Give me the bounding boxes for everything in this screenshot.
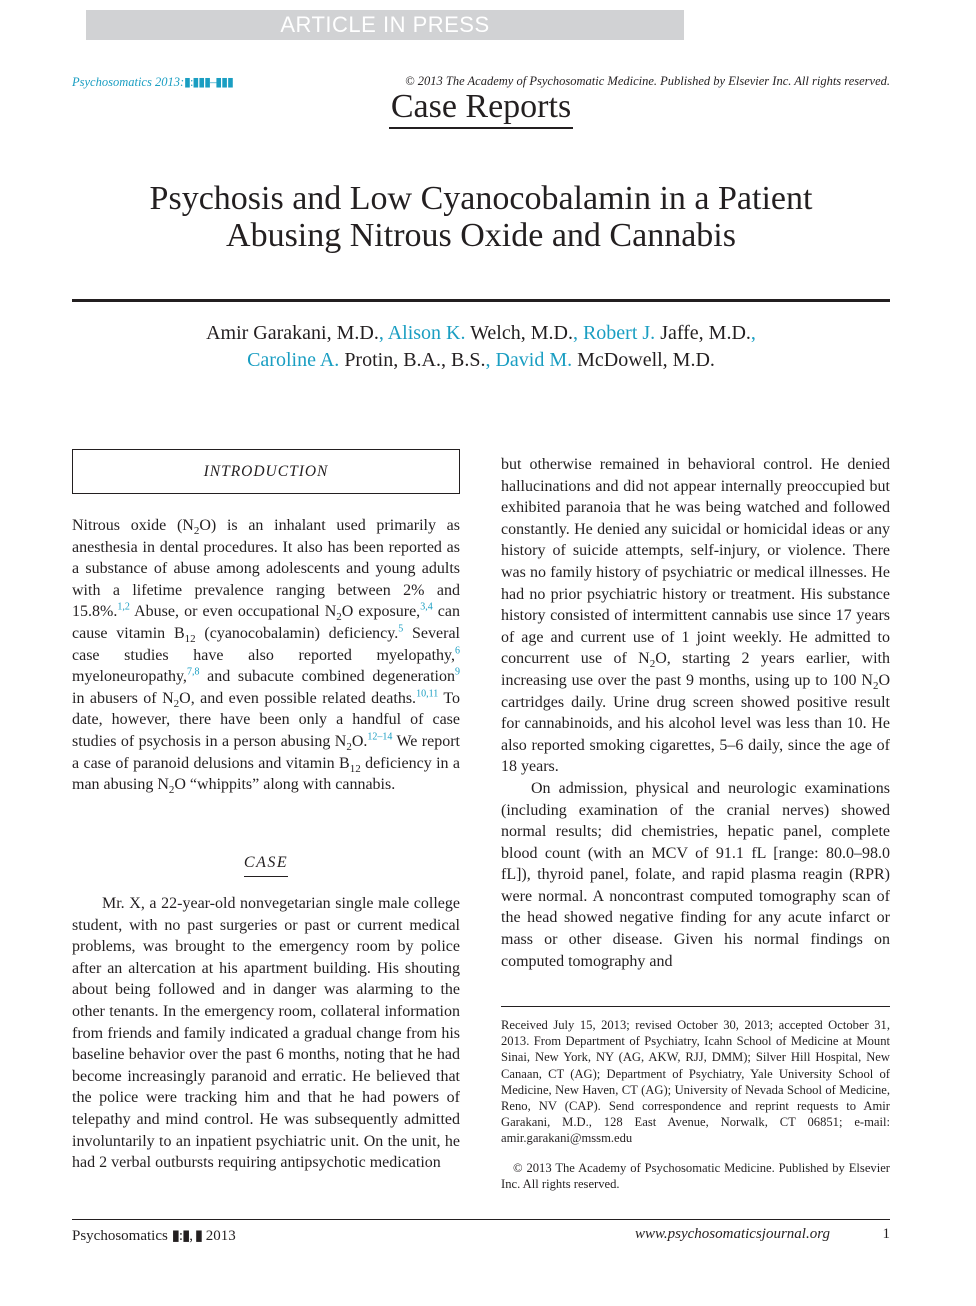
ref-link[interactable]: 9: [455, 666, 460, 678]
header-copyright: © 2013 The Academy of Psychosomatic Medicine. Published by Elsevier Inc. All rights reserved.: [405, 74, 890, 88]
ref-link[interactable]: 3,4: [420, 602, 433, 614]
case-paragraph-1: Mr. X, a 22-year-old nonvegetarian single male college student, with no past surgeries or past or current medical problems, was brought to the emergency room by police after an altercation at his apartment building. His shouting about being followed and in danger was alarming to the other tenants. In the emergency room, collateral information from friends and family indicated a gradual change from his baseline behavior over the past 6 months, noting that he had become increasingly paranoid and erratic. He believed that the police were tracking him and that he had powers of telepathy and mind control. He was subsequently admitted involuntarily to an inpatient psychiatric unit. On the unit, he had 2 verbal outbursts requiring antipsychotic medication: [72, 895, 460, 1172]
author-4-link[interactable]: Caroline A.: [247, 349, 340, 371]
ref-link[interactable]: 10,11: [416, 688, 439, 700]
article-in-press-banner: ARTICLE IN PRESS: [86, 10, 684, 40]
ref-link[interactable]: 5: [398, 623, 404, 635]
section-label: [0, 88, 962, 126]
title-line-1: Psychosis and Low Cyanocobalamin in a Patient: [149, 180, 813, 217]
author-4-rest: Protin, B.A., B.S.: [339, 349, 486, 371]
article-title: [72, 180, 890, 254]
author-2-link[interactable]: Alison K.: [387, 322, 466, 344]
author-line-1: [72, 320, 890, 347]
footnote-divider: [501, 1006, 890, 1007]
introduction-body: [72, 515, 460, 796]
author-line-2: [72, 347, 890, 374]
author-list: [72, 320, 890, 374]
case-paragraph-2: On admission, physical and neurologic examinations (including examination of the cranial nerves) showed normal results; did chemistries, hepatic panel, complete blood count (with an MCV of 91.1 fL [range: 80.0–98.0 fL]), thyroid panel, folate, and rapid plasma reagin (RPR) were normal. A noncontrast computed tomography scan of the head showed negative finding for any acute infarct or mass or other disease. Given his normal findings on computed tomography and: [501, 779, 890, 970]
introduction-heading-box: [72, 449, 460, 494]
author-3-rest: Jaffe, M.D.: [655, 322, 751, 344]
case-heading: [72, 854, 460, 872]
introduction-paragraph: Nitrous oxide $(N_2O)$ is an inhalant used primarily as anesthesia in dental procedures. It also has been reported as a substance of abuse among adolescents and young adults with a lifetime prevalence ranging between 2% and 15.8%.$^{1,2}$ Abuse, or even occupational $N_2O$ exposure,$^{3,4}$ can cause vitamin $B_{12}$ (cyanocobalamin) deficiency.$^5$ Several case studies have also reported myelopathy,$^6$ myeloneuropathy,$^{7,8}$ and subacute combined degeneration$^9$ in abusers of $N_2O$, and even possible related deaths.$^{10,11}$ To date, however, there have been only a handful of case studies of psychosis in a person abusing $N_2O.^{12-14}$ We report a case of paranoid delusions and vitamin $B_{12}$ deficiency in a man abusing $N_2O$ “whippits” along with cannabis.: [72, 517, 461, 797]
author-5-link[interactable]: David M.: [495, 349, 573, 371]
title-line-2: Abusing Nitrous Oxide and Cannabis: [226, 217, 736, 254]
ref-link[interactable]: 1,2: [117, 602, 130, 614]
case-heading-text: CASE: [244, 854, 288, 877]
author-separator: ,: [378, 322, 388, 344]
journal-name: Psychosomatics 2013:: [72, 75, 185, 89]
author-separator: ,: [750, 322, 756, 344]
article-history-footnote: Received July 15, 2013; revised October 30, 2013; accepted October 31, 2013. From Department of Psychiatry, Icahn School of Medicine at Mount Sinai, New York, NY (AG, AKW, RJJ, DMM); Silver Hill Hospital, New Canaan, CT (AG); Department of Psychiatry, Yale University School of Medicine, New Haven, CT (AG); University of Nevada School of Medicine, Reno, NV (CAP). Send correspondence and reprint requests to Amir Garakani, M.D., 128 East Avenue, Norwalk, CT 06851; e-mail: amir.garakani@mssm.edu: [501, 1018, 890, 1146]
case-body-right: [501, 454, 890, 972]
journal-volume-placeholder: ▮:▮▮▮–▮▮▮: [184, 75, 234, 89]
copyright-footnote: © 2013 The Academy of Psychosomatic Medicine. Published by Elsevier Inc. All rights reserved.: [501, 1161, 890, 1192]
case-body-left: [72, 893, 460, 1174]
title-divider: [72, 299, 890, 302]
footer-journal: Psychosomatics ▮:▮, ▮ 2013: [72, 1228, 236, 1244]
page-number: 1: [882, 1226, 890, 1242]
author-3-link[interactable]: Robert J.: [582, 322, 656, 344]
author-1: Amir Garakani, M.D.: [206, 322, 379, 344]
author-5-rest: McDowell, M.D.: [572, 349, 715, 371]
section-label-text: Case Reports: [389, 88, 573, 129]
introduction-heading: INTRODUCTION: [203, 463, 329, 480]
footer-divider: [72, 1219, 890, 1220]
footer-website-link[interactable]: www.psychosomaticsjournal.org: [634, 1226, 830, 1242]
case-paragraph-1-continued: but otherwise remained in behavioral control. He denied hallucinations and did not appear internally preoccupied but exhibited paranoia that he was being watched and followed constantly. He denied any suicidal or homicidal ideas or any history of suicide attempts, self-injury, or violence. There was no family history of psychiatric or medical illnesses. He had no prior psychiatric history or treatment. His substance history consisted of intermittent cannabis use since 17 years of age and current use of 1 joint weekly. He admitted to concurrent use of $N_2O$, starting 2 years earlier, with increasing use over the past 9 months, using up to 100 $N_2O$ cartridges daily. Urine drug screen showed positive result for cannabinoids, and his alcohol level was less than 10. He also reported smoking cigarettes, 5–6 daily, since the age of 18 years.: [501, 456, 890, 776]
author-separator: ,: [572, 322, 583, 344]
ref-link[interactable]: 6: [455, 645, 460, 657]
ref-link[interactable]: 12–14: [367, 731, 393, 743]
footer-volume-placeholder: ▮:▮, ▮: [171, 1228, 203, 1244]
ref-link[interactable]: 7,8: [186, 666, 200, 678]
author-separator: ,: [485, 349, 496, 371]
author-2-rest: Welch, M.D.: [465, 322, 573, 344]
